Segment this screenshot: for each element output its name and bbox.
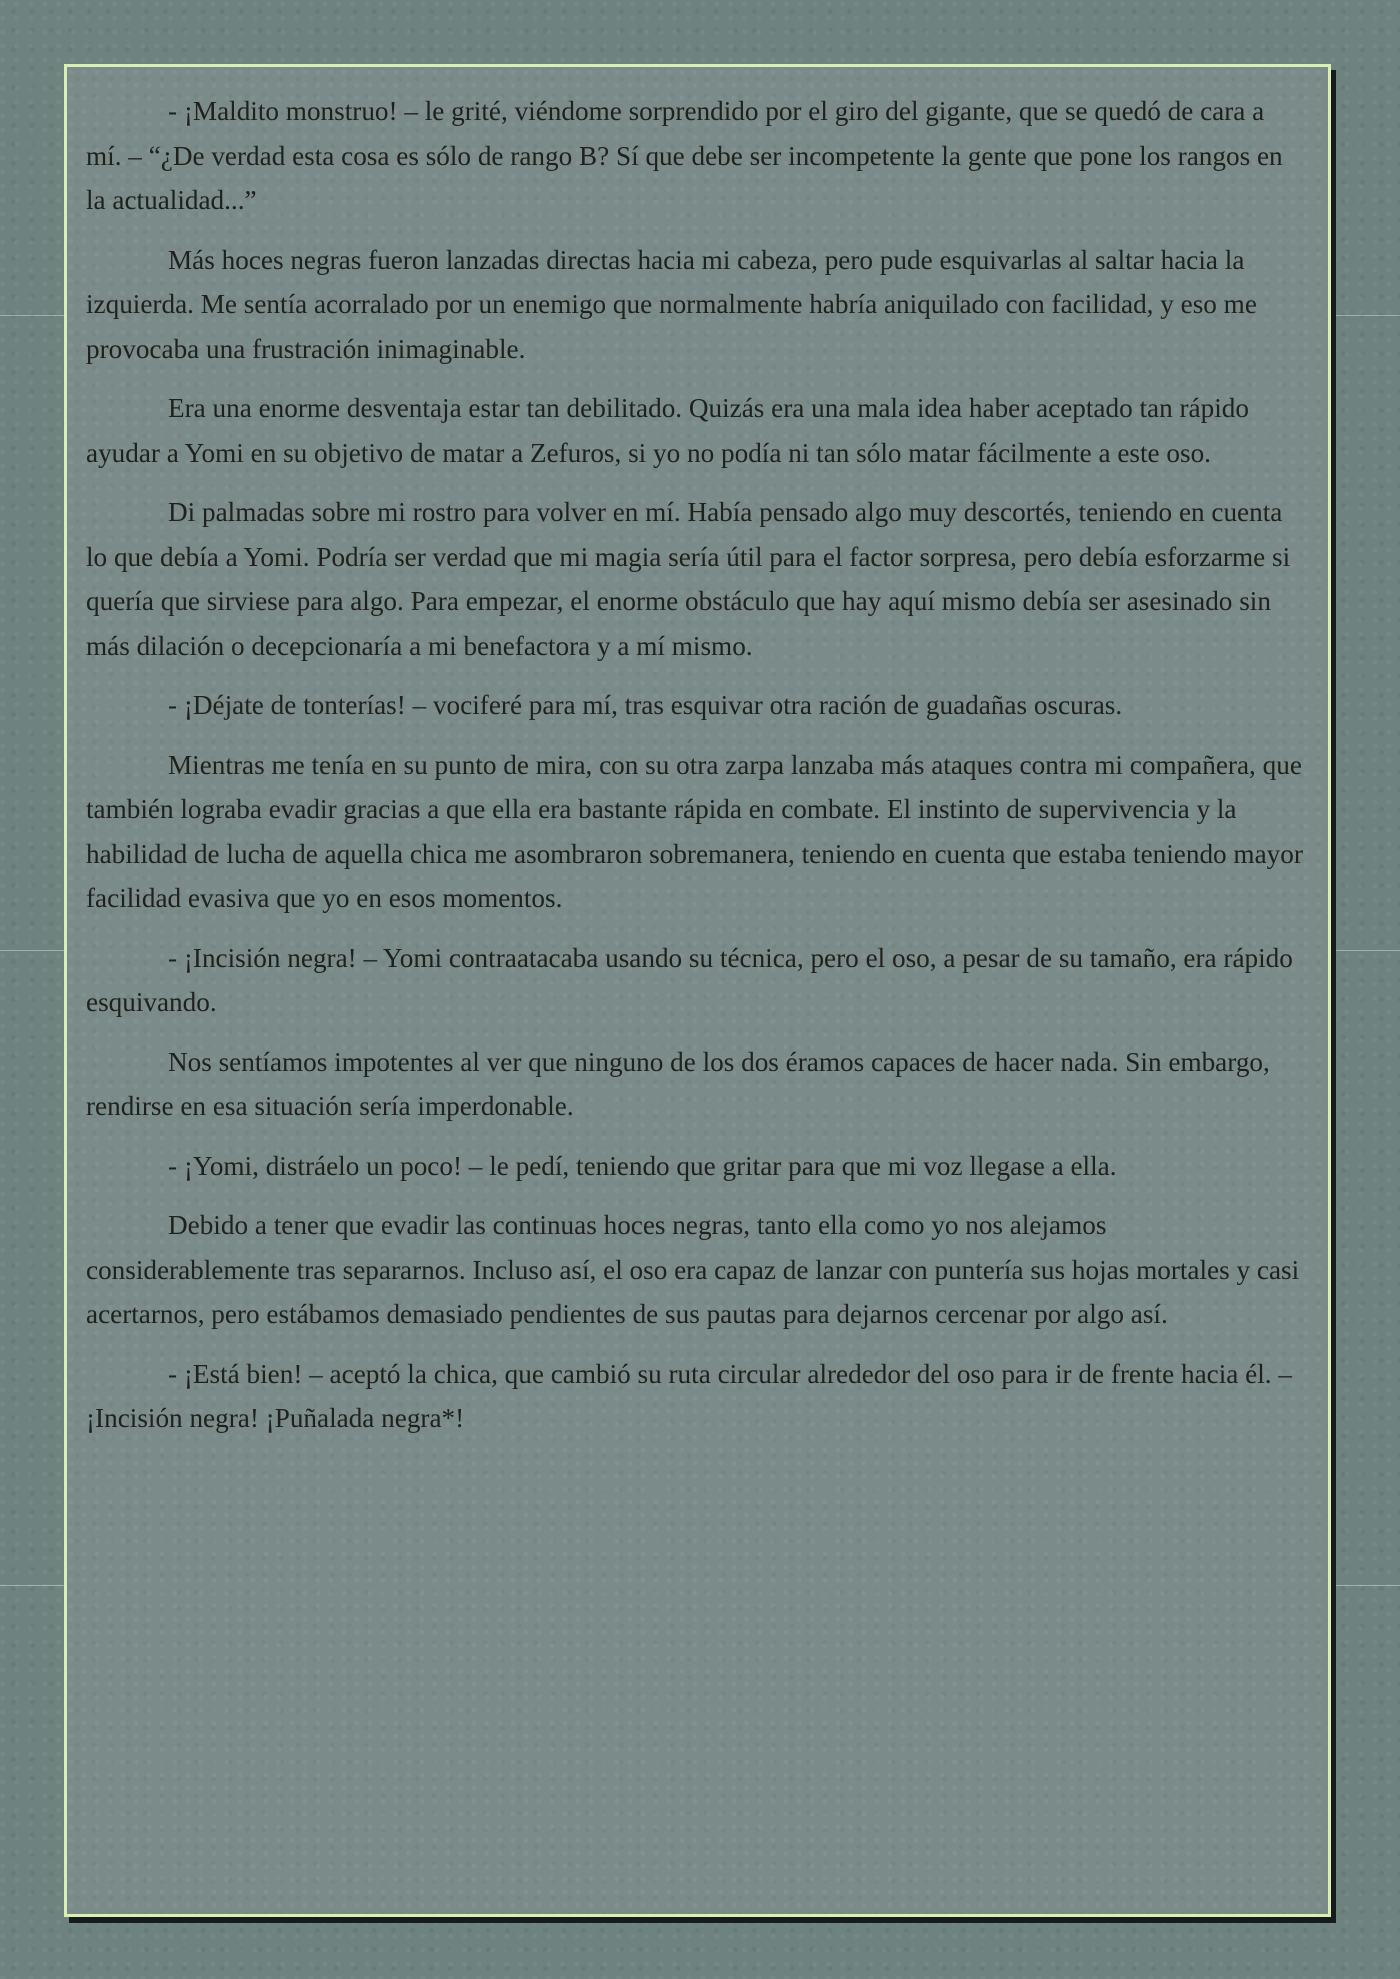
paragraph: - ¡Maldito monstruo! – le grité, viéndome sorprendido por el giro del gigante, que se quedó de cara a mí. – “¿De verdad esta cosa es sólo de rango B? Sí que debe ser incompetente la gente que pone los rangos en la actualidad...” xyxy=(86,96,1283,215)
paragraph: Debido a tener que evadir las continuas hoces negras, tanto ella como yo nos alejamos considerablemente tras separarnos. Incluso así, el oso era capaz de lanzar con puntería sus hojas mortales y casi acertarnos, pero estábamos demasiado pendientes de sus pautas para dejarnos cercenar por algo así. xyxy=(86,1210,1300,1329)
paragraph: - ¡Está bien! – aceptó la chica, que cambió su ruta circular alrededor del oso para ir de frente hacia él. – ¡Incisión negra! ¡Puñalada negra*! xyxy=(86,1358,1292,1433)
paragraph: - ¡Déjate de tonterías! – vociferé para mí, tras esquivar otra ración de guadañas oscuras. xyxy=(168,690,1123,720)
paragraph: Más hoces negras fueron lanzadas directas hacia mi cabeza, pero pude esquivarlas al saltar hacia la izquierda. Me sentía acorralado por un enemigo que normalmente habría aniquilado con facilidad, y eso me provocaba una frustración inimaginable. xyxy=(86,244,1257,364)
paragraph: - ¡Yomi, distráelo un poco! – le pedí, teniendo que gritar para que mi voz llegase a ella. xyxy=(168,1150,1117,1181)
paragraph: Di palmadas sobre mi rostro para volver en mí. Había pensado algo muy descortés, teniendo en cuenta lo que debía a Yomi. Podría ser verdad que mi magia sería útil para el factor sorpresa, pero debía esforzarme si quería que sirviese para algo. Para empezar, el enorme obstáculo que hay aquí mismo debía ser asesinado sin más dilación o decepcionaría a mi benefactora y a mí mismo. xyxy=(86,497,1291,661)
paragraph: - ¡Incisión negra! – Yomi contraatacaba usando su técnica, pero el oso, a pesar de su tamaño, era rápido esquivando. xyxy=(86,942,1293,1017)
text-page xyxy=(64,64,1331,1917)
paragraph: Era una enorme desventaja estar tan debilitado. Quizás era una mala idea haber aceptado tan rápido ayudar a Yomi en su objetivo de matar a Zefuros, si yo no podía ni tan sólo matar fácilmente a este oso. xyxy=(86,393,1249,468)
paragraph: Mientras me tenía en su punto de mira, con su otra zarpa lanzaba más ataques contra mi compañera, que también lograba evadir gracias a que ella era bastante rápida en combate. El instinto de supervivencia y la habilidad de lucha de aquella chica me asombraron sobremanera, teniendo en cuenta que estaba teniendo mayor facilidad evasiva que yo en esos momentos. xyxy=(86,749,1303,913)
paragraph: Nos sentíamos impotentes al ver que ninguno de los dos éramos capaces de hacer nada. Sin embargo, rendirse en esa situación sería imperdonable. xyxy=(86,1046,1270,1121)
